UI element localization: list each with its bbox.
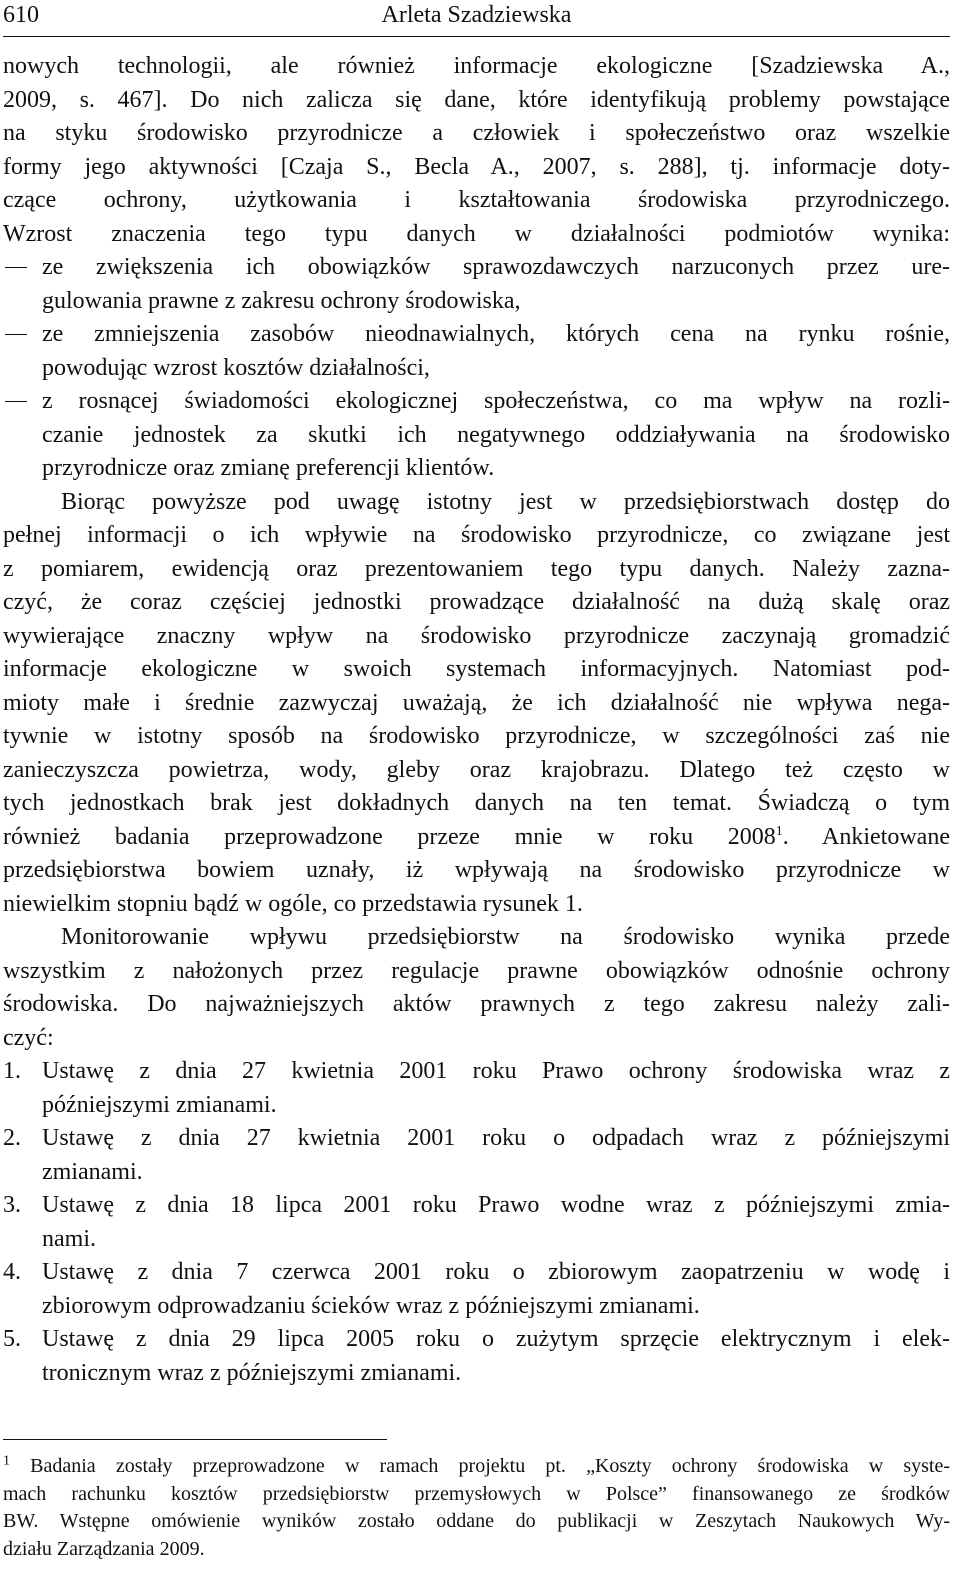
text-line: mioty małe i średnie zazwyczaj uważają, że ich działalność nie wpływa nega- bbox=[3, 689, 950, 716]
text-line: czące ochrony, użytkowania i kształtowania środowiska przyrodniczego. bbox=[3, 187, 950, 213]
text-line: z pomiarem, ewidencją oraz prezentowaniem tego typu danych. Należy zazna- bbox=[3, 555, 950, 582]
text-line: pełnej informacji o ich wpływie na środowisko przyrodnicze, co związane jest bbox=[3, 522, 950, 548]
text-line: zanieczyszcza powietrza, wody, gleby oraz krajobrazu. Dlatego też często w bbox=[3, 756, 950, 783]
list-item bbox=[3, 1256, 950, 1290]
bullet-item bbox=[3, 251, 950, 285]
text-line: tych jednostkach brak jest dokładnych danych na ten temat. Świadczą o tym bbox=[3, 790, 950, 816]
text-line: niewielkim stopniu bądź w ogóle, co przedstawia rysunek 1. bbox=[3, 890, 583, 917]
list-continuation: późniejszymi zmianami. bbox=[42, 1091, 277, 1118]
text-line: 2009, s. 467]. Do nich zalicza się dane, które identyfikują problemy powstające bbox=[3, 86, 950, 113]
bullet-continuation: powodując wzrost kosztów działalności, bbox=[42, 354, 430, 381]
text-line: formy jego aktywności [Czaja S., Becla A., 2007, s. 288], tj. informacje doty- bbox=[3, 153, 950, 180]
footnote-line: mach rachunku kosztów przedsiębiorstw przemysłowych w Polsce” finansowanego ze środków bbox=[3, 1482, 950, 1505]
list-number: 1. bbox=[3, 1058, 21, 1084]
list-number: 4. bbox=[3, 1259, 21, 1285]
list-continuation: zbiorowym odprowadzaniu ścieków wraz z późniejszymi zmianami. bbox=[42, 1292, 700, 1319]
text-line-with-footnote bbox=[3, 821, 950, 855]
bullet-continuation: czanie jednostek za skutki ich negatywnego oddziaływania na środowisko bbox=[42, 421, 950, 448]
list-text: Ustawę z dnia 27 kwietnia 2001 roku o odpadach wraz z późniejszymi bbox=[42, 1125, 950, 1151]
bullet-item bbox=[3, 385, 950, 419]
list-text: Ustawę z dnia 29 lipca 2005 roku o zużytym sprzęcie elektrycznym i elek- bbox=[42, 1326, 950, 1352]
text-line: Monitorowanie wpływu przedsiębiorstw na środowisko wynika przede bbox=[61, 924, 950, 950]
list-continuation: zmianami. bbox=[42, 1158, 143, 1185]
list-text: Ustawę z dnia 27 kwietnia 2001 roku Prawo ochrony środowiska wraz z bbox=[42, 1058, 950, 1084]
text-line: informacje ekologiczne w swoich systemach informacyjnych. Natomiast pod- bbox=[3, 656, 950, 682]
header-author: Arleta Szadziewska bbox=[381, 2, 572, 28]
page-number: 610 bbox=[3, 2, 39, 28]
dash-bullet-icon bbox=[5, 334, 27, 335]
list-number: 3. bbox=[3, 1192, 21, 1218]
text-fragment: . Ankietowane bbox=[782, 823, 950, 850]
text-line: wywierające znaczny wpływ na środowisko przyrodnicze zaczynają gromadzić bbox=[3, 622, 950, 649]
footnote-line: działu Zarządzania 2009. bbox=[3, 1537, 205, 1560]
dash-bullet-icon bbox=[5, 401, 27, 402]
bullet-text: ze zwiększenia ich obowiązków sprawozdawczych narzuconych przez ure- bbox=[42, 254, 950, 280]
body-text bbox=[3, 50, 950, 1390]
text-line: czyć, że coraz częściej jednostki prowadzące działalność na dużą skalę oraz bbox=[3, 589, 950, 615]
text-line: wszystkim z nałożonych przez regulacje prawne obowiązków odnośnie ochrony bbox=[3, 957, 950, 984]
list-item bbox=[3, 1189, 950, 1223]
footnote-line bbox=[3, 1453, 950, 1481]
footnote-reference[interactable]: 1 bbox=[775, 823, 783, 839]
text-line: środowiska. Do najważniejszych aktów prawnych z tego zakresu należy zali- bbox=[3, 991, 950, 1017]
header-rule bbox=[3, 36, 950, 37]
bullet-continuation: przyrodnicze oraz zmianę preferencji klientów. bbox=[42, 455, 495, 481]
bullet-text: z rosnącej świadomości ekologicznej społeczeństwa, co ma wpływ na rozli- bbox=[42, 388, 950, 414]
running-header bbox=[3, 0, 950, 34]
list-item bbox=[3, 1323, 950, 1357]
list-text: Ustawę z dnia 18 lipca 2001 roku Prawo wodne wraz z późniejszymi zmia- bbox=[42, 1192, 950, 1218]
text-line: przedsiębiorstwa bowiem uznały, iż wpływają na środowisko przyrodnicze w bbox=[3, 857, 950, 883]
text-line: nowych technologii, ale również informacje ekologiczne [Szadziewska A., bbox=[3, 53, 950, 79]
footnote-separator bbox=[3, 1439, 387, 1440]
text-line: Biorąc powyższe pod uwagę istotny jest w przedsiębiorstwach dostęp do bbox=[61, 488, 950, 515]
bullet-text: ze zmniejszenia zasobów nieodnawialnych, których cena na rynku rośnie, bbox=[42, 321, 950, 347]
dash-bullet-icon bbox=[5, 267, 27, 268]
text-fragment: również badania przeprowadzone przeze mnie w roku 2008 bbox=[3, 823, 776, 850]
list-number: 2. bbox=[3, 1125, 21, 1151]
bullet-continuation: gulowania prawne z zakresu ochrony środowiska, bbox=[42, 287, 521, 314]
footnote-line: BW. Wstępne omówienie wyników zostało oddane do publikacji w Zeszytach Naukowych Wy- bbox=[3, 1510, 950, 1532]
text-line: Wzrost znaczenia tego typu danych w działalności podmiotów wynika: bbox=[3, 220, 950, 247]
list-item bbox=[3, 1055, 950, 1089]
text-line: tywnie w istotny sposób na środowisko przyrodnicze, w szczególności zaś nie bbox=[3, 723, 950, 749]
list-number: 5. bbox=[3, 1326, 21, 1352]
footnote-text: Badania zostały przeprowadzone w ramach projektu pt. „Koszty ochrony środowiska w syste- bbox=[10, 1455, 950, 1477]
text-line: czyć: bbox=[3, 1024, 54, 1051]
list-continuation: tronicznym wraz z późniejszymi zmianami. bbox=[42, 1359, 462, 1386]
list-continuation: nami. bbox=[42, 1225, 96, 1252]
footnote-marker: 1 bbox=[3, 1453, 10, 1469]
list-item bbox=[3, 1122, 950, 1156]
footnote bbox=[3, 1453, 950, 1563]
text-line: na styku środowisko przyrodnicze a człowiek i społeczeństwo oraz wszelkie bbox=[3, 120, 950, 146]
bullet-item bbox=[3, 318, 950, 352]
list-text: Ustawę z dnia 7 czerwca 2001 roku o zbiorowym zaopatrzeniu w wodę i bbox=[42, 1259, 950, 1285]
